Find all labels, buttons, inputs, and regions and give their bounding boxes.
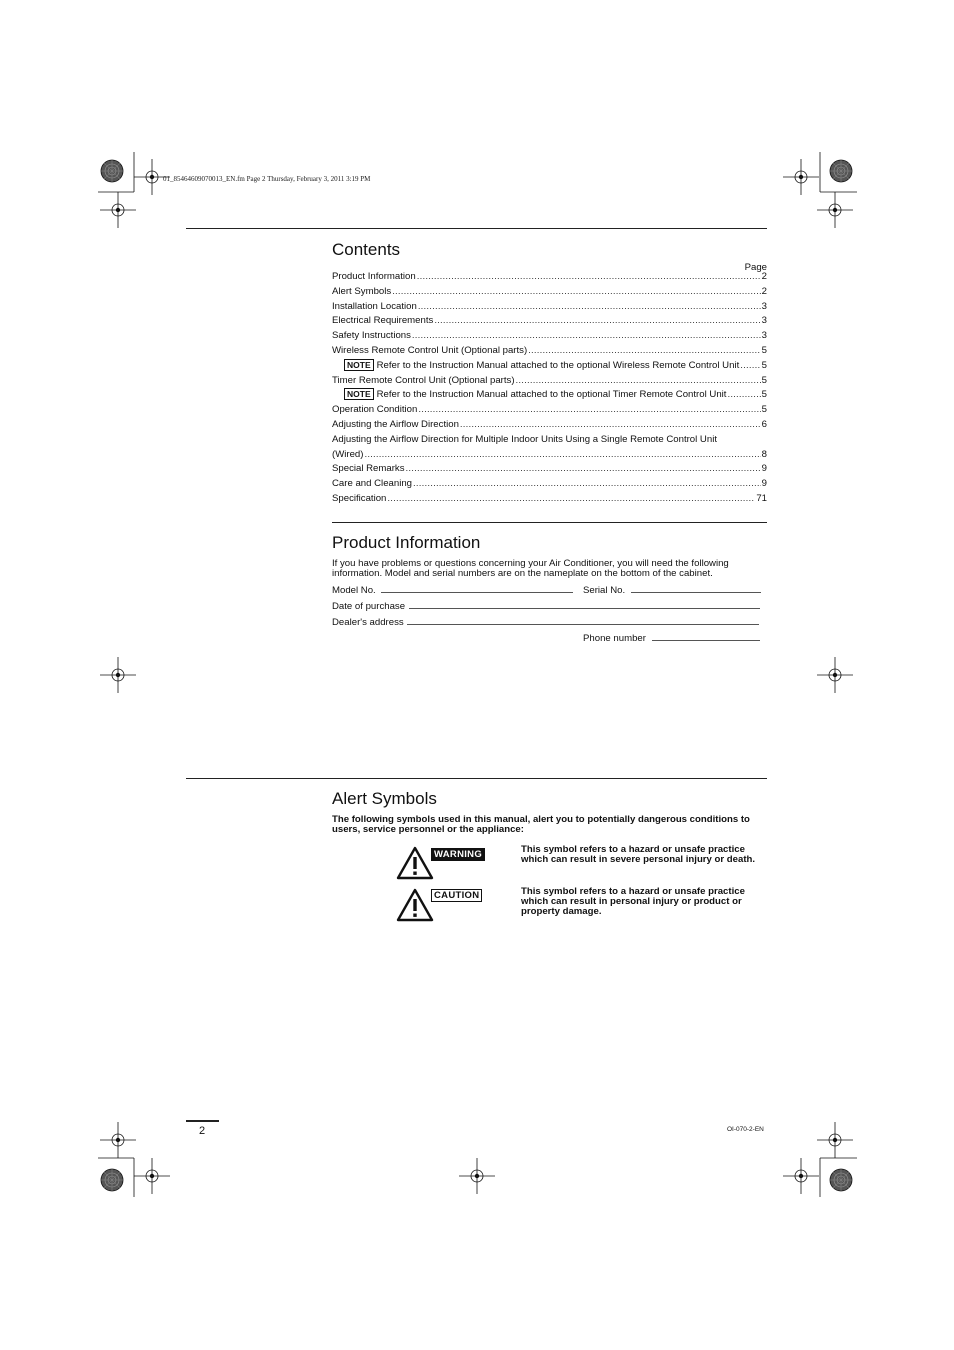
page-number: 2	[199, 1125, 206, 1137]
table-of-contents	[332, 270, 767, 507]
model-row	[332, 583, 573, 596]
alert-symbols-title: Alert Symbols	[332, 789, 437, 808]
caution-triangle-icon	[396, 888, 434, 922]
section-rule	[186, 778, 767, 779]
toc-item[interactable]: Specification ..... 71	[332, 492, 767, 507]
section-rule	[332, 522, 767, 523]
toc-item[interactable]: Adjusting the Airflow Direction ..... 6	[332, 418, 767, 433]
page-column-label: Page	[744, 262, 767, 273]
purchase-row	[332, 599, 760, 612]
purchase-field[interactable]	[409, 599, 760, 609]
dealer-row	[332, 615, 759, 628]
warning-badge: WARNING	[431, 848, 485, 861]
toc-item[interactable]: Electrical Requirements ..... 3	[332, 314, 767, 329]
note-tag: NOTE	[344, 359, 374, 371]
product-info-title: Product Information	[332, 533, 481, 552]
top-rule	[186, 228, 767, 229]
document-code: OI-070-2-EN	[727, 1126, 764, 1133]
warning-triangle-icon	[396, 846, 434, 880]
file-info-header: 01_85464609070013_EN.fm Page 2 Thursday, February 3, 2011 3:19 PM	[163, 175, 371, 183]
note-tag: NOTE	[344, 388, 374, 400]
toc-item[interactable]: Special Remarks ..... 9	[332, 462, 767, 477]
contents-title: Contents	[332, 240, 401, 259]
footer-rule	[186, 1120, 219, 1122]
serial-row	[583, 583, 761, 596]
phone-field[interactable]	[652, 631, 760, 641]
toc-note-item[interactable]: NOTE Refer to the Instruction Manual attached to the optional Timer Remote Control Unit ..... 5	[332, 388, 767, 403]
toc-item[interactable]: Installation Location ..... 3	[332, 300, 767, 315]
phone-label: Phone number	[583, 633, 646, 644]
serial-label: Serial No.	[583, 585, 626, 596]
toc-item[interactable]: (Wired) ..... 8	[332, 448, 767, 463]
caution-badge: CAUTION	[431, 889, 482, 902]
model-field[interactable]	[381, 583, 573, 593]
toc-item[interactable]: Product Information ..... 2	[332, 270, 767, 285]
dealer-label: Dealer's address	[332, 617, 404, 628]
model-label: Model No.	[332, 585, 376, 596]
phone-row	[583, 631, 760, 644]
toc-item[interactable]: Care and Cleaning ..... 9	[332, 477, 767, 492]
toc-item[interactable]: Wireless Remote Control Unit (Optional parts) ..... 5	[332, 344, 767, 359]
toc-item[interactable]: Safety Instructions ..... 3	[332, 329, 767, 344]
warning-description: This symbol refers to a hazard or unsafe practice which can result in severe personal injury or death.	[521, 844, 756, 865]
purchase-label: Date of purchase	[332, 601, 406, 612]
dealer-field[interactable]	[407, 615, 759, 625]
product-info-intro: If you have problems or questions concerning your Air Conditioner, you will need the following information. Model and serial numbers are on the nameplate on the bottom of the cabinet.	[332, 558, 729, 580]
toc-item-line1[interactable]: Adjusting the Airflow Direction for Multiple Indoor Units Using a Single Remote Control Unit	[332, 433, 717, 445]
serial-field[interactable]	[631, 583, 761, 593]
toc-note-item[interactable]: NOTE Refer to the Instruction Manual attached to the optional Wireless Remote Control Unit ..... 5	[332, 359, 767, 374]
toc-item[interactable]: Operation Condition ..... 5	[332, 403, 767, 418]
alert-intro: The following symbols used in this manual, alert you to potentially dangerous conditions to users, service personnel or the appliance:	[332, 814, 750, 836]
caution-description: This symbol refers to a hazard or unsafe practice which can result in personal injury or product or property damage.	[521, 886, 745, 917]
toc-item[interactable]: Alert Symbols ..... 2	[332, 285, 767, 300]
toc-item[interactable]: Timer Remote Control Unit (Optional parts) ..... 5	[332, 374, 767, 389]
